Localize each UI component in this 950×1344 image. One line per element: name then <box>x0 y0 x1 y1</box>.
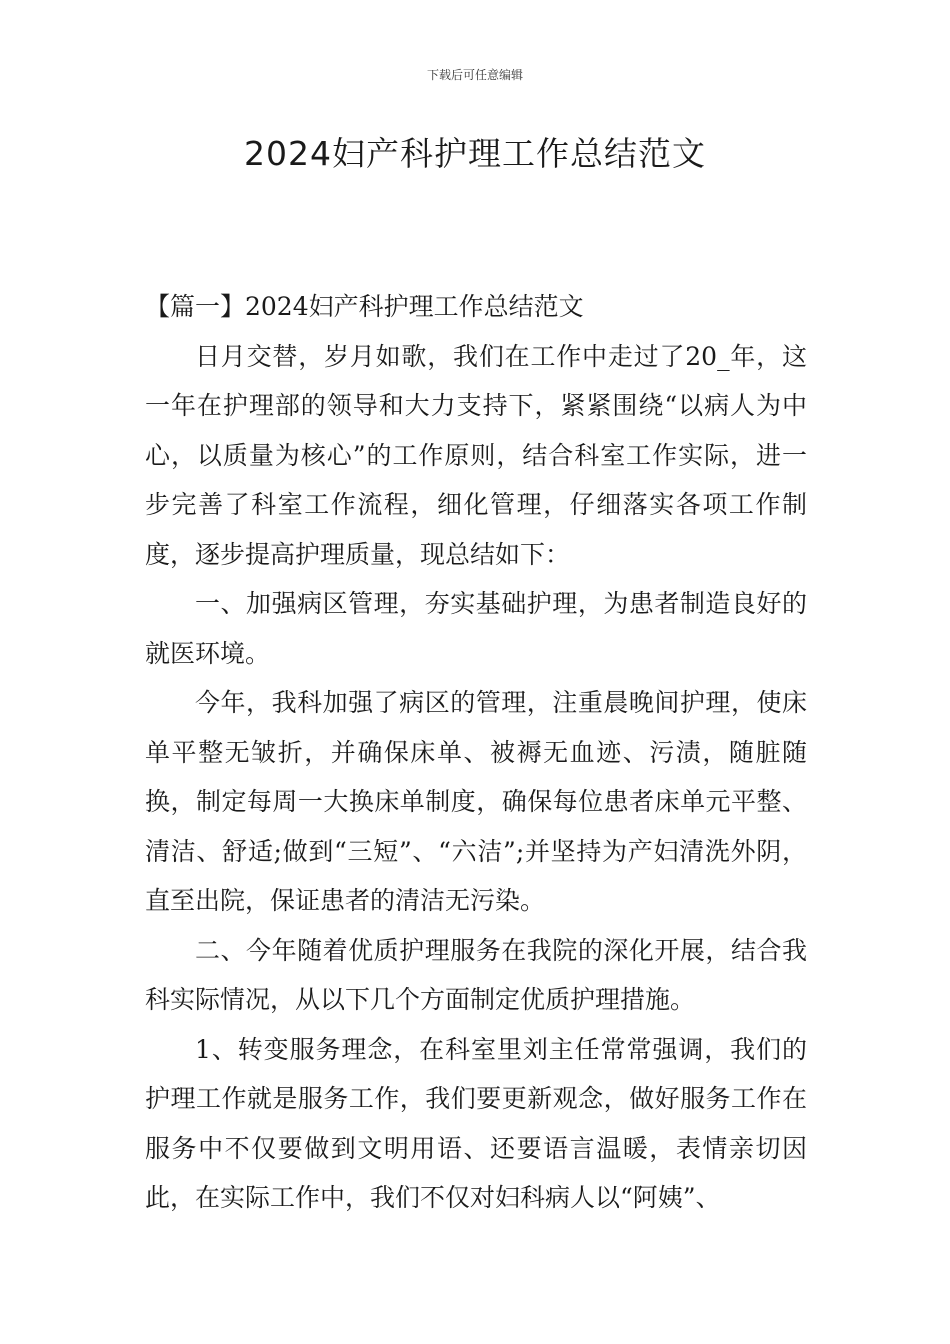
paragraph-intro: 日月交替，岁月如歌，我们在工作中走过了20_年，这一年在护理部的领导和大力支持下，紧紧围绕“以病人为中心，以质量为核心”的工作原则，结合科室工作实际，进一步完善了科室工作流程，细化管理，仔细落实各项工作制度，逐步提高护理质量，现总结如下： <box>145 341 807 569</box>
paragraph-point-one: 一、加强病区管理，夯实基础护理，为患者制造良好的就医环境。 <box>145 589 807 668</box>
paragraph-point-two: 二、今年随着优质护理服务在我院的深化开展，结合我科实际情况，从以下几个方面制定优质护理措施。 <box>145 935 807 1014</box>
document-body <box>145 282 807 1223</box>
document-title: 2024妇产科护理工作总结范文 <box>244 134 706 173</box>
paragraph-service-concept: 1、转变服务理念，在科室里刘主任常常强调，我们的护理工作就是服务工作，我们要更新观念，做好服务工作在服务中不仅要做到文明用语、还要语言温暖，表情亲切因此，在实际工作中，我们不仅对妇科病人以“阿姨”、 <box>145 1034 807 1212</box>
paragraph-ward-management: 今年，我科加强了病区的管理，注重晨晚间护理，使床单平整无皱折，并确保床单、被褥无血迹、污渍，随脏随换，制定每周一大换床单制度，确保每位患者床单元平整、清洁、舒适;做到“三短”、“六洁”;并坚持为产妇清洗外阴，直至出院，保证患者的清洁无污染。 <box>145 688 807 915</box>
header-note: 下载后可任意编辑 <box>426 68 523 82</box>
section-heading: 【篇一】2024妇产科护理工作总结范文 <box>145 292 584 321</box>
